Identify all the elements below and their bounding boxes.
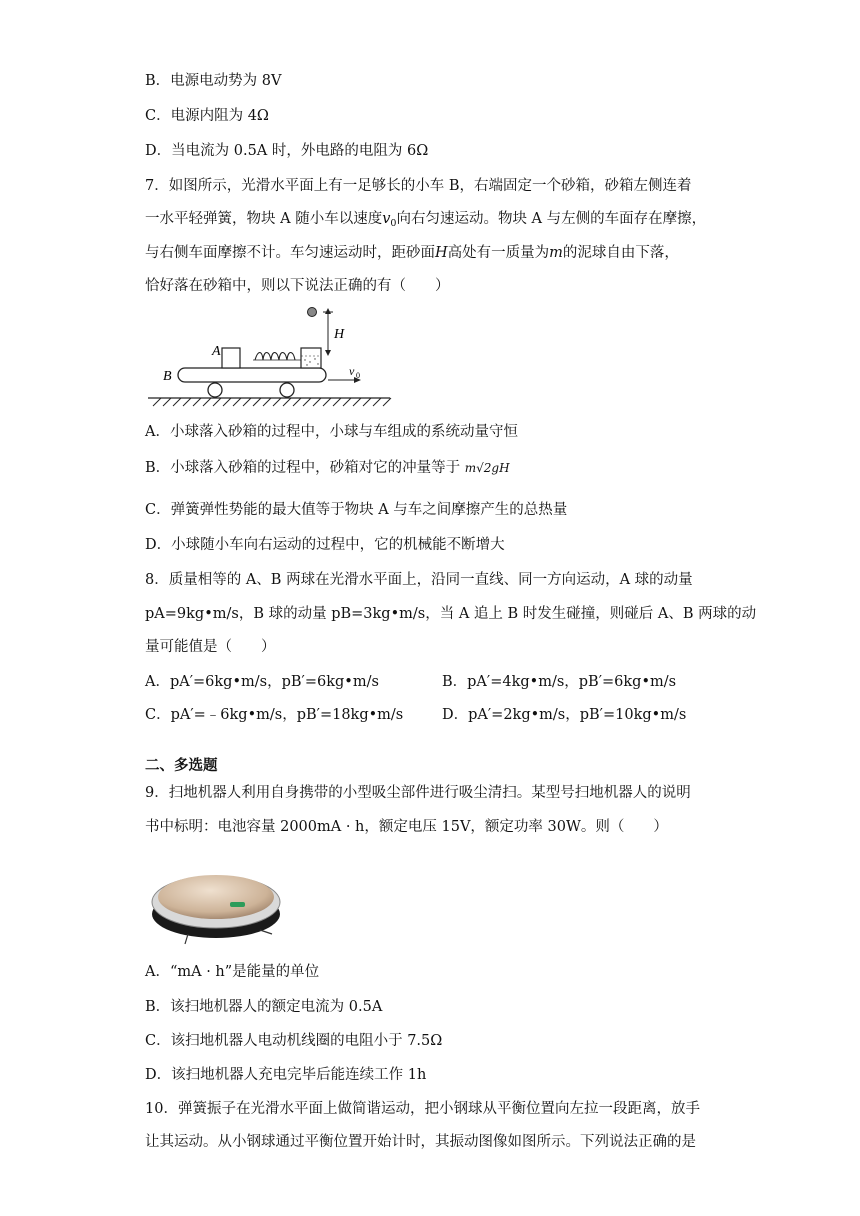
q7-option-a: A．小球落入砂箱的过程中，小球与车组成的系统动量守恒 <box>145 424 518 440</box>
robot-vacuum-image <box>148 852 283 947</box>
q7-stem-line2: 一水平轻弹簧，物块 A 随小车以速度$v_0$向右匀速运动。物块 A 与左侧的车面存在摩擦， <box>145 211 707 229</box>
q7-stem-line4: 恰好落在砂箱中，则以下说法正确的有（ ） <box>145 278 450 294</box>
q9-option-b: B．该扫地机器人的额定电流为 0.5A <box>145 999 383 1015</box>
label-v-sub: 0 <box>356 371 360 380</box>
q7-stem-line3: 与右侧车面摩擦不计。车匀速运动时，距砂面H高处有一质量为m的泥球自由下落， <box>145 245 679 261</box>
q9-option-c: C．该扫地机器人电动机线圈的电阻小于 7.5Ω <box>145 1033 443 1049</box>
q8-stem-line3: 量可能值是（ ） <box>145 639 276 655</box>
section-heading-multiple-choice: 二、多选题 <box>145 757 218 774</box>
q8-stem-line1: 8．质量相等的 A、B 两球在光滑水平面上，沿同一直线、同一方向运动，A 球的动量 <box>145 572 693 588</box>
label-a: A <box>212 344 221 359</box>
q6-option-c: C．电源内阻为 4Ω <box>145 108 269 124</box>
q9-stem-line2: 书中标明：电池容量 2000mA · h，额定电压 15V，额定功率 30W。则（ ） <box>145 819 668 835</box>
q7-stem-line1: 7．如图所示，光滑水平面上有一足够长的小车 B，右端固定一个砂箱，砂箱左侧连着 <box>145 178 692 194</box>
q7-option-b: B．小球落入砂箱的过程中，砂箱对它的冲量等于 m√2gH <box>145 460 510 476</box>
q9-stem-line1: 9．扫地机器人利用自身携带的小型吸尘部件进行吸尘清扫。某型号扫地机器人的说明 <box>145 785 691 801</box>
q8-option-a: A．pA′=6kg•m/s，pB′=6kg•m/s <box>145 674 379 690</box>
q8-option-b: B．pA′=4kg•m/s，pB′=6kg•m/s <box>442 674 677 690</box>
q7-option-d: D．小球随小车向右运动的过程中，它的机械能不断增大 <box>145 537 505 553</box>
q6-option-b: B．电源电动势为 8V <box>145 73 282 89</box>
label-b: B <box>163 369 172 384</box>
q8-option-c: C．pA′=﹣6kg•m/s，pB′=18kg•m/s <box>145 707 404 723</box>
label-v: v <box>349 364 355 378</box>
q6-option-d: D．当电流为 0.5A 时，外电路的电阻为 6Ω <box>145 143 429 159</box>
q10-stem-line2: 让其运动。从小钢球通过平衡位置开始计时，其振动图像如图所示。下列说法正确的是 <box>145 1134 696 1150</box>
q8-option-d: D．pA′=2kg•m/s，pB′=10kg•m/s <box>442 707 687 723</box>
q9-option-d: D．该扫地机器人充电完毕后能连续工作 1h <box>145 1067 427 1083</box>
q7-option-c: C．弹簧弹性势能的最大值等于物块 A 与车之间摩擦产生的总热量 <box>145 502 568 518</box>
label-h: H <box>334 327 345 342</box>
q9-option-a: A．“mA · h”是能量的单位 <box>145 964 320 980</box>
q8-stem-line2: pA=9kg•m/s，B 球的动量 pB=3kg•m/s，当 A 追上 B 时发生碰撞，则碰后 A、B 两球的动 <box>145 606 757 622</box>
q10-stem-line1: 10．弹簧振子在光滑水平面上做简谐运动，把小钢球从平衡位置向左拉一段距离，放手 <box>145 1101 700 1117</box>
q7-cart-diagram <box>145 300 395 415</box>
